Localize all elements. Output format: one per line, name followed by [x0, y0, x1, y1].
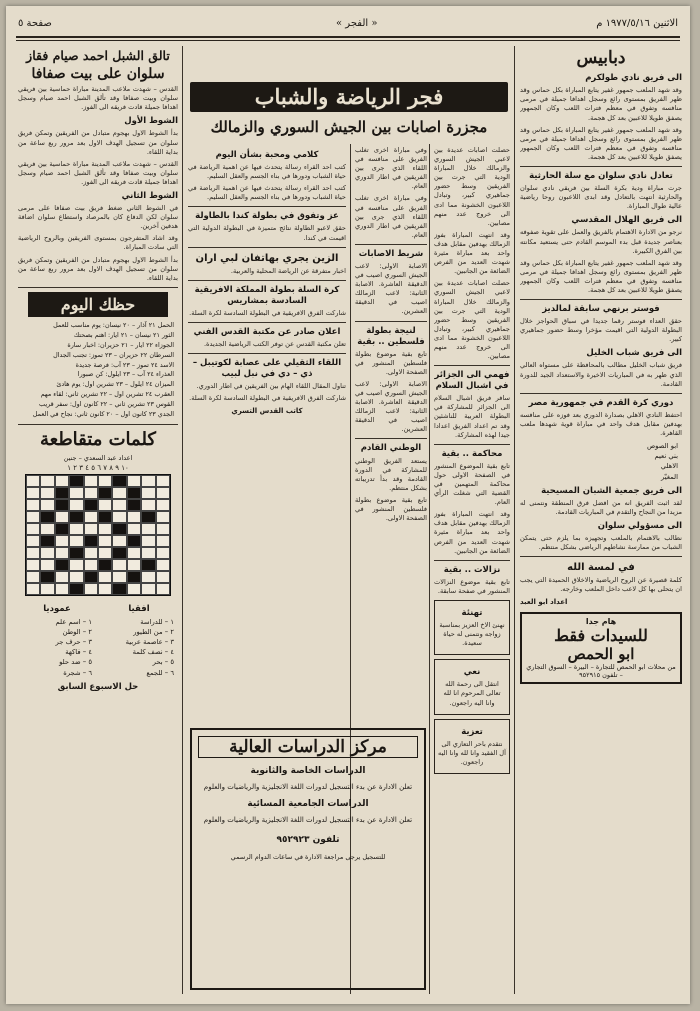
clue: ٣ – عاصمة عربية: [125, 637, 174, 646]
article-text: يستعد الفريق الوطني للمشاركة في الدورة القادمة وقد بدأ تدريباته بشكل منتظم.: [355, 456, 427, 492]
article-text: الاصابة الاولى: لاعب الجيش السوري اصيب في الدقيقة العاشرة. الاصابة الثانية: لاعب الزمالك اصيب في الدقيقة العشرين.: [355, 261, 427, 316]
article-text: حصلت اصابات عديدة بين لاعبي الجيش السوري والزمالك خلال المباراة الودية التي جرت بين الفريقين وسط حضور جماهيري كبير، وتبادل اللاعبون الخشونة مما ادى الى خروج عدد منهم مصابين.: [434, 146, 510, 227]
crossword-cell: [127, 499, 141, 511]
clue: ٢ – الوطن: [62, 627, 92, 636]
ad-phone: تلفون ٩٥٢٩٢٣: [276, 835, 340, 845]
crossword-cell: [69, 523, 83, 535]
item-title: دوري كرة القدم في جمهورية مصر: [528, 397, 674, 408]
list-item: العذراء ٢٤ آب – ٢٣ ايلول: كن صبورا: [77, 370, 174, 379]
article-text: سافر فريق اشبال السلام الى الجزائر للمشاركة في البطولة العربية للناشئين وقد تم اعداد الفريق اعدادا جيدا لهذه المشاركة.: [434, 394, 510, 439]
list-item: بني نعيم: [654, 452, 678, 461]
crossword-cell: [26, 487, 40, 499]
notice-text: انتقل الى رحمة الله تعالى المرحوم انا لله وانا اليه راجعون.: [443, 680, 501, 707]
ad-subtitle: الدراسات الخاصة والثانوية: [250, 766, 366, 776]
clue-list: [100, 617, 178, 678]
crossword-cell: [127, 475, 141, 487]
article-text: تابع بقية الموضوع المنشور في الصفحة الاولى حول محاكمة المتهمين في القضية التي شغلت الرأي العام.: [434, 461, 510, 507]
crossword-cell: [112, 547, 126, 559]
article-subtitle: فهمي الى الجزائر في اشبال السلام: [434, 370, 510, 392]
crossword-cell: [69, 547, 83, 559]
crossword-cell: [156, 523, 170, 535]
article-subtitle: اللقاء الثقيلي على عصابة لكوتيبل – ذي – دي في نبل لبيب: [192, 358, 342, 380]
article-subtitle: لنيجة بطولة فلسطين .. بقية: [357, 325, 425, 347]
ad-name: ابو الحمص: [567, 644, 635, 663]
crossword-cell: [40, 499, 54, 511]
article-text: وقد انتهت المباراة بفوز الزمالك بهدفين مقابل هدف واحد بعد مباراة مثيرة شهدت العديد من الفرص الضائعة من الجانبين.: [434, 230, 510, 276]
notice-text: نتقدم باحر التعازي الى آل الفقيد وانا لله وانا اليه راجعون.: [438, 739, 506, 766]
crossword-cell: [69, 583, 83, 595]
item-text: وقد شهد الملعب جمهور غفير يتابع المباراة بكل حماس وقد ظهر الفريق بمستوى رائع وسجل اهدافا جميلة في مرمى منافسه وتفوق في معظم فترات اللعب وكان الجمهور يصفق طويلا للاعبين بعد كل هجمة.: [520, 86, 682, 122]
article-text: بدأ الشوط الاول بهجوم متبادل من الفريقين وتمكن فريق سلوان من تسجيل الهدف الاول بعد مرور ربع ساعة من بداية اللقاء.: [18, 255, 178, 282]
crossword-cell: [141, 559, 155, 571]
article-text: تابع بقية موضوع بطولة فلسطين المنشور في الصفحة الاولى.: [355, 495, 427, 523]
article-text: القدس – شهدت ملاعب المدينة مباراة حماسية بين فريقي سلوان وبيت صفافا وقد تألق الشبل احمد صيام وسجل اهدافا جميلة قادت فريقه الى الفوز.: [18, 85, 178, 112]
article-text: تابع بقية موضوع النزالات المنشور في صفحة سابقة.: [434, 577, 510, 595]
clue: ١ – اسم علم: [55, 617, 92, 626]
crossword-cell: [112, 499, 126, 511]
crossword-cell: [156, 475, 170, 487]
article-text: وفي مباراة اخرى تغلب الفريق على منافسه في اللقاء الذي جرى بين الفريقين في اطار الدوري العام.: [355, 146, 427, 191]
article-text: اخبار متفرقة عن الرياضة المحلية والعربية.: [230, 266, 346, 275]
list-item: القوس ٢٣ تشرين ثاني – ٢٢ كانون اول: سفر قريب: [39, 400, 174, 409]
crossword-cell: [55, 511, 69, 523]
crossword-cell: [127, 571, 141, 583]
crossword-cell: [69, 535, 83, 547]
grid-numbers: ١٠ ٩ ٨ ٧ ٦ ٥ ٤ ٣ ٢ ١: [67, 463, 129, 472]
item-text: نرجو من الادارة الاهتمام بالفريق والعمل على تقوية صفوفه بعناصر جديدة قبل بدء الموسم القادم حتى يستعيد مكانته بين الفرق الكبيرة.: [520, 228, 682, 255]
crossword-cell: [55, 523, 69, 535]
crossword-cell: [55, 535, 69, 547]
ad-line: الدراسات الجامعية المسائية: [247, 798, 369, 809]
crossword-cell: [40, 475, 54, 487]
clue: ٦ – للجمع: [146, 668, 174, 677]
crossword-cell: [112, 535, 126, 547]
right-column: [520, 46, 682, 996]
crossword-cell: [98, 523, 112, 535]
notice-title: نعي: [463, 667, 481, 678]
crossword-cell: [156, 559, 170, 571]
crossword-cell: [26, 523, 40, 535]
article-headline: سلوان على بيت صفافا: [31, 65, 165, 82]
crossword-cell: [98, 487, 112, 499]
crossword-cell: [69, 487, 83, 499]
crossword-cell: [26, 535, 40, 547]
clue: ٤ – نصف كلمة: [132, 648, 174, 657]
crossword-cell: [127, 511, 141, 523]
signature: كاتب القدس التسري: [231, 407, 303, 416]
crossword-cell: [84, 535, 98, 547]
crossword-cell: [84, 547, 98, 559]
crossword-cell: [98, 583, 112, 595]
article-subtitle: الوطني القادم: [360, 443, 422, 454]
crossword-cell: [55, 547, 69, 559]
article-text: وقد انتهت المباراة بفوز الزمالك بهدفين مقابل هدف واحد بعد مباراة مثيرة شهدت العديد من الفرص الضائعة من الجانبين.: [434, 510, 510, 555]
notice-title: تهنئة: [461, 607, 483, 618]
article-subtitle: محاكمة .. بقية: [441, 448, 503, 459]
column-title: دبابيس: [576, 48, 626, 68]
crossword-cell: [40, 487, 54, 499]
clue-list: [18, 617, 96, 678]
list-item: الاسد ٢٤ تموز – ٢٣ آب: فرصة جديدة: [75, 360, 174, 369]
crossword-cell: [69, 499, 83, 511]
clue: ٢ – من الطيور: [133, 627, 174, 636]
crossword-cell: [156, 499, 170, 511]
item-title: تعادل نادي سلوان مع سلة الحارثية: [529, 171, 673, 182]
crossword-cell: [112, 511, 126, 523]
crossword-cell: [141, 523, 155, 535]
crossword-cell: [127, 559, 141, 571]
horoscope-title: حظك اليوم: [28, 292, 168, 317]
list-item: السرطان ٢٢ حزيران – ٢٣ تموز: تجنب الجدال: [53, 350, 174, 359]
item-text: وقد شهد الملعب جمهور غفير يتابع المباراة بكل حماس وقد ظهر الفريق بمستوى رائع وسجل اهدافا جميلة في مرمى منافسه وتفوق في معظم فترات اللعب وكان الجمهور يصفق طويلا للاعبين بعد كل هجمة.: [520, 125, 682, 161]
crossword-cell: [156, 571, 170, 583]
crossword-cell: [40, 535, 54, 547]
article-subtitle: الشوط الأول: [124, 116, 178, 127]
article-text: القدس – شهدت ملاعب المدينة مباراة حماسية بين فريقي سلوان وبيت صفافا وقد تألق الشبل احمد صيام وسجل اهدافا جميلة قادت فريقه الى الفوز.: [18, 159, 178, 186]
advertisement: [520, 612, 682, 685]
ad-line: تعلن الادارة عن بدء التسجيل لدورات اللغة الانجليزية والرياضيات والعلوم: [203, 783, 413, 791]
clues-title: عموديا: [43, 603, 71, 614]
list-item: الحمل ٢١ آذار – ٢٠ نيسان: يوم مناسب للعمل: [53, 320, 174, 329]
section-banner: فجر الرياضة والشباب: [190, 82, 508, 112]
page-number: صفحة ٥: [18, 18, 52, 29]
article-text: وقد اشاد المتفرجون بمستوى الفريقين وبالروح الرياضية التي سادت المباراة.: [18, 234, 178, 252]
crossword-cell: [98, 571, 112, 583]
list-item: ابو الصوص: [646, 442, 678, 451]
crossword-cell: [141, 571, 155, 583]
item-title: الى فريق شباب الخليل: [586, 348, 682, 359]
crossword-cell: [84, 523, 98, 535]
crossword-cell: [112, 475, 126, 487]
article-text: شاركت الفرق الافريقية في البطولة السادسة لكرة السلة.: [189, 308, 346, 317]
crossword-cell: [156, 535, 170, 547]
ad-main: للسيدات فقط: [554, 625, 648, 645]
article-text: في الشوط الثاني ضغط فريق بيت صفافا على مرمى سلوان لكن الدفاع كان بالمرصاد واستطاع سلوان اضافة هدفين آخرين.: [18, 204, 178, 231]
crossword-cell: [156, 547, 170, 559]
clues-title: افقيا: [128, 603, 150, 614]
crossword-cell: [40, 571, 54, 583]
newspaper-page: [6, 6, 690, 1004]
item-title: فوستر برنهي سابقة لمالديز: [542, 304, 660, 315]
crossword-cell: [84, 499, 98, 511]
crossword-cell: [69, 475, 83, 487]
clue: ٦ – شجرة: [63, 668, 92, 677]
article-text: تابع بقية موضوع بطولة فلسطين المنشور في الصفحة الاولى.: [355, 349, 427, 376]
crossword-cell: [55, 487, 69, 499]
header-rule-thin: [16, 40, 680, 41]
article-subtitle: نزالات .. بقية: [443, 564, 501, 575]
item-title: الى مسؤولي سلوان: [597, 521, 682, 532]
crossword-cell: [127, 547, 141, 559]
main-headline: مجزرة اصابات بين الجيش السوري والزمالك: [210, 118, 488, 136]
crossword-cell: [98, 511, 112, 523]
article-subtitle: عز وتفوق في بطولة كندا بالطاولة: [195, 211, 339, 222]
crossword-cell: [26, 571, 40, 583]
crossword-cell: [156, 583, 170, 595]
crossword-cell: [26, 511, 40, 523]
list-item: الجوزاء ٢٢ ايار – ٢١ حزيران: اخبار سارة: [67, 340, 174, 349]
crossword-cell: [84, 511, 98, 523]
article-subtitle: كلامي ومحبة بشأن اليوم: [215, 150, 319, 160]
crossword-cell: [55, 559, 69, 571]
article-text: حقق لاعبو الطاولة نتائج متميزة في البطولة الدولية التي اقيمت في كندا.: [188, 224, 346, 242]
crossword-cell: [141, 511, 155, 523]
ad-footer: للتسجيل يرجى مراجعة الادارة في ساعات الدوام الرسمي: [230, 853, 386, 861]
item-text: نطالب بالاهتمام بالملعب وتجهيزه بما يلزم حتى يتمكن الشباب من ممارسة نشاطهم الرياضي بشكل منتظم.: [520, 534, 682, 552]
article-text: وفي مباراة اخرى تغلب الفريق على منافسه في اللقاء الذي جرى بين الفريقين في اطار الدوري العام.: [355, 194, 427, 239]
article-subtitle: شريط الاصابات: [358, 248, 424, 259]
quote-text: كلمة قصيرة عن الروح الرياضية والاخلاق الحميدة التي يجب ان يتحلى بها كل لاعب داخل الملعب وخارجه.: [520, 576, 682, 594]
crossword-cell: [141, 499, 155, 511]
crossword-cell: [127, 487, 141, 499]
crossword-cell: [84, 583, 98, 595]
crossword-cell: [141, 475, 155, 487]
crossword-cell: [141, 583, 155, 595]
item-text: احتفظ النادي الاهلي بصدارة الدوري بعد فوزه على منافسه بهدفين مقابل هدف واحد في مباراة قوية شهدها ملعب القاهرة.: [520, 410, 682, 437]
left-column: [18, 46, 178, 996]
crossword-cell: [127, 535, 141, 547]
article-text: حصلت اصابات عديدة بين لاعبي الجيش السوري والزمالك خلال المباراة الودية التي جرت بين الفريقين وسط حضور جماهيري كبير، وتبادل اللاعبون الخشونة مما ادى الى خروج عدد منهم مصابين.: [434, 279, 510, 361]
crossword-cell: [84, 571, 98, 583]
crossword-cell: [112, 487, 126, 499]
crossword-cell: [55, 475, 69, 487]
item-text: حقق العداء فوستر رقما جديدا في سباق الحواجز خلال البطولة الدولية التي اقيمت مؤخرا وسط حضور جماهيري كبير.: [520, 317, 682, 344]
crossword-cell: [141, 535, 155, 547]
crossword-cell: [26, 475, 40, 487]
crossword-cell: [112, 523, 126, 535]
clue: ٣ – حرف جر: [55, 637, 92, 646]
crossword-cell: [98, 535, 112, 547]
ad-text: من محلات ابو الحمص للتجارة – البيرة – السوق التجاري – تلفون ٩٥٢٩١٥: [526, 662, 676, 679]
crossword-cell: [98, 547, 112, 559]
crossword-cell: [26, 547, 40, 559]
article-text: كتب احد القراء رسالة يتحدث فيها عن اهمية الرياضة في حياة الشباب ودورها في بناء الجسم والعقل السليم.: [188, 163, 346, 181]
newspaper-name: « الفجر »: [336, 18, 378, 29]
article-text: تعلن مكتبة القدس عن توفر الكتب الرياضية الجديدة.: [203, 339, 346, 348]
crossword-cell: [69, 511, 83, 523]
list-item: الثور ٢١ نيسان – ٢١ ايار: اهتم بصحتك: [73, 330, 174, 339]
crossword-cell: [40, 511, 54, 523]
crossword-cell: [156, 511, 170, 523]
left-center-column: [188, 146, 346, 706]
crossword-cell: [141, 487, 155, 499]
crossword-cell: [26, 559, 40, 571]
crossword-author: اعداد عبد السعدي – جنين: [63, 453, 133, 462]
list-item: الاهلي: [660, 462, 678, 471]
list-item: العقرب ٢٤ تشرين اول – ٢٢ تشرين ثاني: لقاء مهم: [40, 390, 174, 399]
crossword-cell: [112, 559, 126, 571]
quote-title: في لمسة الله: [567, 562, 635, 574]
crossword-cell: [141, 547, 155, 559]
center-right-column: [434, 146, 510, 996]
list-item: المغيّر: [661, 472, 678, 481]
ad-top: هام جدا: [585, 616, 617, 626]
crossword-cell: [127, 583, 141, 595]
crossword-cell: [55, 571, 69, 583]
list-item: الجدي ٢٣ كانون اول – ٢٠ كانون ثاني: نجاح في العمل: [32, 410, 174, 419]
header-rule: [16, 36, 680, 38]
list-item: الميزان ٢٤ ايلول – ٢٣ تشرين اول: يوم هادئ: [56, 380, 174, 389]
crossword-cell: [84, 559, 98, 571]
crossword-cell: [112, 583, 126, 595]
crossword-cell: [40, 523, 54, 535]
notice-title: تعزية: [461, 726, 483, 737]
horoscope-list: [18, 321, 178, 420]
crossword-cell: [98, 559, 112, 571]
crossword-cell: [127, 523, 141, 535]
clue: ٥ – بحر: [152, 658, 174, 667]
clue: ٥ – ضد حلو: [59, 658, 92, 667]
crossword-cell: [40, 559, 54, 571]
ad-title: مركز الدراسات العالية: [198, 736, 418, 758]
crossword-cell: [55, 499, 69, 511]
crossword-cell: [69, 559, 83, 571]
crossword-cell: [84, 475, 98, 487]
item-title: الى فريق جمعية الشبان المسيحية: [541, 485, 682, 496]
item-title: الى فريق الهلال المقدسي: [571, 215, 682, 226]
crossword-cell: [40, 547, 54, 559]
answers-title: حل الاسبوع السابق: [57, 681, 139, 692]
article-headline: تالق الشبل احمد صيام فقاز: [26, 48, 170, 63]
article-text: شاركت الفرق الافريقية في البطولة السادسة لكرة السلة.: [189, 394, 346, 403]
crossword-cell: [40, 583, 54, 595]
issue-date: الاثنين ١٩٧٧/٥/١٦ م: [596, 18, 678, 29]
crossword-title: كلمات متقاطعة: [40, 429, 156, 451]
article-subtitle: الزين يجري بهاتفان لبي اران: [195, 252, 339, 264]
article-text: كتب احد القراء رسالة يتحدث فيها عن اهمية الرياضة في حياة الشباب ودورها في بناء الجسم والعقل السليم.: [188, 184, 346, 202]
mini-list: [520, 441, 682, 482]
crossword-cell: [26, 583, 40, 595]
ad-line: تعلن الادارة عن بدء التسجيل لدورات اللغة الانجليزية والرياضيات والعلوم: [203, 815, 413, 824]
study-center-ad: [190, 728, 426, 990]
notice-text: نهنئ الاخ العزيز بمناسبة زواجه ونتمنى له حياة سعيدة.: [439, 620, 505, 648]
item-text: فريق شباب الخليل مطالب بالمحافظة على مستواه العالي الذي ظهر به في المباريات الاخيرة والاستعداد الجيد للدورة القادمة.: [520, 361, 682, 388]
crossword-cell: [26, 499, 40, 511]
item-text: لقد اثبت الفريق انه من افضل فرق المنطقة ونتمنى له مزيدا من النجاح والتقدم في المباريات القادمة.: [520, 498, 682, 516]
crossword-cell: [55, 583, 69, 595]
article-text: بدأ الشوط الاول بهجوم متبادل من الفريقين وتمكن فريق سلوان من تسجيل الهدف الاول بعد مرور ربع ساعة من بداية اللقاء.: [18, 129, 178, 156]
crossword-grid: [25, 474, 171, 596]
item-text: جرت مباراة ودية بكرة السلة بين فريقي نادي سلوان والحارثية انتهت بالتعادل وقد ابدى اللاعبون روحا رياضية عالية طوال المباراة.: [520, 184, 682, 211]
article-subtitle: كرة السلة بطولة المملكة الافريقية السادسة بمشاريس: [194, 284, 340, 306]
article-text: الاصابة الاولى: لاعب الجيش السوري اصيب في الدقيقة العاشرة. الاصابة الثانية: لاعب الزمالك اصيب في الدقيقة العشرين.: [355, 379, 427, 434]
signature: اعداد ابو العبد: [520, 598, 568, 607]
clue: ١ – للدراسة: [140, 617, 174, 626]
crossword-cell: [84, 487, 98, 499]
item-title: الى فريق نادي طولكرم: [585, 73, 682, 84]
clue: ٤ – فاكهة: [65, 648, 92, 657]
crossword-cell: [98, 475, 112, 487]
crossword-cell: [112, 571, 126, 583]
crossword-cell: [69, 571, 83, 583]
crossword-cell: [98, 499, 112, 511]
crossword-cell: [156, 487, 170, 499]
item-text: وقد شهد الملعب جمهور غفير يتابع المباراة بكل حماس وقد ظهر الفريق بمستوى رائع وسجل اهدافا جميلة في مرمى منافسه وتفوق في معظم فترات اللعب وكان الجمهور يصفق طويلا للاعبين بعد كل هجمة.: [520, 258, 682, 294]
article-subtitle: اعلان صادر عن مكتبة القدس الفني: [193, 326, 341, 337]
article-subtitle: الشوط الثاني: [121, 191, 178, 202]
article-text: تناول المقال اللقاء الهام بين الفريقين في اطار الدوري.: [196, 382, 346, 391]
